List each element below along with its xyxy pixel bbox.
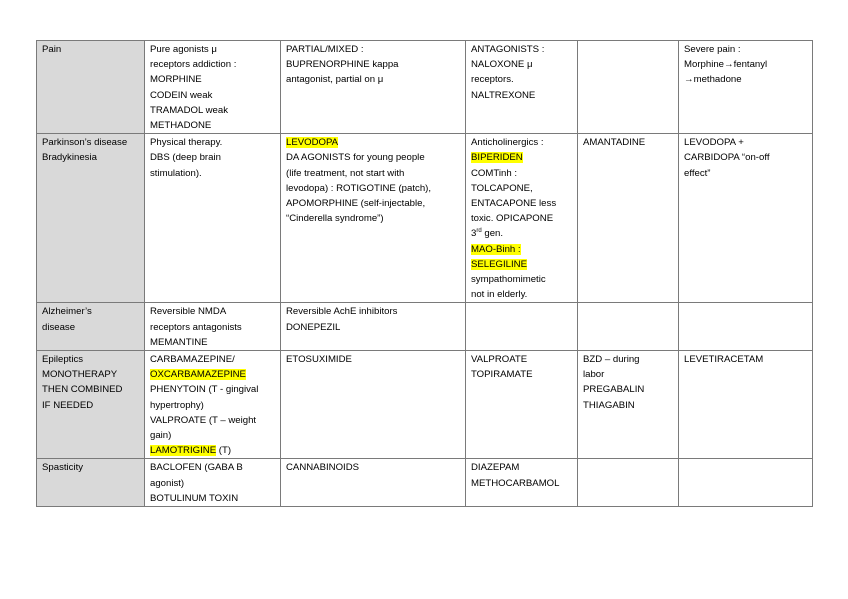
cell-line <box>150 150 276 165</box>
cell-line <box>286 57 461 72</box>
cell-text: agonist) <box>150 477 185 489</box>
cell-text: DONEPEZIL <box>286 321 341 333</box>
cell-line <box>471 287 573 302</box>
row-header-line: Bradykinesia <box>42 152 97 164</box>
cell-line <box>684 72 808 87</box>
row-header-line: THEN COMBINED <box>42 384 123 396</box>
cell-text: APOMORPHINE (self-injectable, <box>286 198 426 210</box>
table-row <box>37 41 813 134</box>
table-cell <box>281 41 466 134</box>
cell-text: CARBIDOPA “on-off <box>684 152 770 164</box>
cell-line <box>286 166 461 181</box>
cell-text: CARBAMAZEPINE/ <box>150 354 235 366</box>
table-cell <box>281 303 466 351</box>
table-cell <box>679 351 813 459</box>
cell-text: METHOCARBAMOL <box>471 477 560 489</box>
cell-text: ANTAGONISTS : <box>471 44 545 55</box>
cell-text: BACLOFEN (GABA B <box>150 462 243 474</box>
table-row <box>37 303 813 351</box>
cell-line <box>150 398 276 413</box>
cell-line <box>286 181 461 196</box>
cell-line <box>286 42 461 57</box>
cell-line <box>150 352 276 367</box>
cell-text: stimulation). <box>150 167 202 179</box>
cell-text: antagonist, partial on μ <box>286 74 384 86</box>
cell-line <box>150 428 276 443</box>
cell-line <box>286 320 461 335</box>
highlighted-text: MAO-Binh : <box>471 243 521 255</box>
table-cell <box>578 459 679 507</box>
cell-text: TRAMADOL weak <box>150 104 229 116</box>
cell-text: “Cinderella syndrome”) <box>286 213 384 225</box>
row-header-line: Epileptics <box>42 354 84 366</box>
cell-text: VALPROATE <box>471 354 528 366</box>
cell-text: ETOSUXIMIDE <box>286 354 352 366</box>
row-header-line: IF NEEDED <box>42 399 94 411</box>
cell-text: MEMANTINE <box>150 336 208 348</box>
table-cell <box>679 41 813 134</box>
cell-line <box>286 196 461 211</box>
cell-line <box>286 460 461 475</box>
cell-text: PREGABALIN <box>583 384 645 396</box>
cell-line <box>150 135 276 150</box>
row-header-line: MONOTHERAPY <box>42 369 118 381</box>
cell-text: (life treatment, not start with <box>286 167 405 179</box>
table-cell <box>466 134 578 303</box>
cell-text: DA AGONISTS for young people <box>286 152 425 164</box>
cell-line <box>471 42 573 57</box>
cell-text: →methadone <box>684 74 742 86</box>
cell-text: gen. <box>481 228 504 240</box>
cell-line <box>684 352 808 367</box>
table-cell <box>466 459 578 507</box>
cell-text: receptors addiction : <box>150 59 237 71</box>
cell-text: VALPROATE (T – weight <box>150 414 257 426</box>
cell-text: sympathomimetic <box>471 274 546 286</box>
highlighted-text: BIPERIDEN <box>471 152 523 164</box>
cell-text: CODEIN weak <box>150 89 213 101</box>
table-cell <box>281 351 466 459</box>
cell-line <box>150 304 276 319</box>
cell-text: CANNABINOIDS <box>286 462 360 474</box>
cell-text: LEVETIRACETAM <box>684 354 764 366</box>
cell-text: levodopa) : ROTIGOTINE (patch), <box>286 182 432 194</box>
cell-line <box>684 42 808 57</box>
table-cell <box>679 303 813 351</box>
table-cell <box>281 134 466 303</box>
cell-text: NALTREXONE <box>471 89 536 101</box>
cell-line <box>150 476 276 491</box>
cell-line <box>471 367 573 382</box>
cell-text: toxic. OPICAPONE <box>471 213 554 225</box>
cell-line <box>471 181 573 196</box>
cell-line <box>150 491 276 506</box>
table-cell <box>145 459 281 507</box>
cell-line <box>471 196 573 211</box>
cell-text: rd <box>476 228 482 235</box>
highlighted-text: LAMOTRIGINE <box>150 445 217 457</box>
row-header-cell <box>37 351 145 459</box>
table-row <box>37 351 813 459</box>
row-header-line: disease <box>42 321 76 333</box>
table-cell <box>145 134 281 303</box>
cell-line <box>471 211 573 226</box>
table-cell <box>679 134 813 303</box>
cell-line <box>471 352 573 367</box>
cell-line <box>150 103 276 118</box>
cell-line <box>471 57 573 72</box>
cell-text: labor <box>583 369 605 381</box>
cell-text: ENTACAPONE less <box>471 198 557 210</box>
cell-line <box>583 135 674 150</box>
cell-line <box>286 211 461 226</box>
cell-line <box>150 413 276 428</box>
table-cell <box>281 459 466 507</box>
cell-line <box>286 135 461 150</box>
row-header-line: Pain <box>42 44 62 55</box>
cell-text: TOLCAPONE, <box>471 182 533 194</box>
cell-text: 3 <box>471 228 477 240</box>
table-cell <box>466 41 578 134</box>
cell-line <box>471 88 573 103</box>
cell-line <box>286 72 461 87</box>
cell-line <box>150 42 276 57</box>
table-cell <box>578 41 679 134</box>
cell-text: COMTinh : <box>471 167 518 179</box>
cell-line <box>286 352 461 367</box>
drug-table <box>36 40 813 507</box>
cell-line <box>471 72 573 87</box>
cell-text: Severe pain : <box>684 44 741 55</box>
highlighted-text: LEVODOPA <box>286 137 339 149</box>
cell-line <box>583 398 674 413</box>
cell-text: NALOXONE μ <box>471 59 533 71</box>
table-cell <box>145 351 281 459</box>
row-header-cell <box>37 41 145 134</box>
cell-line <box>150 320 276 335</box>
cell-line <box>150 88 276 103</box>
cell-text: DIAZEPAM <box>471 462 520 474</box>
highlighted-text: SELEGILINE <box>471 258 527 270</box>
cell-text: Reversible NMDA <box>150 306 227 318</box>
cell-line <box>150 72 276 87</box>
table-row <box>37 134 813 303</box>
cell-text: BZD – during <box>583 354 640 366</box>
cell-line <box>150 335 276 350</box>
cell-text: not in elderly. <box>471 289 528 301</box>
cell-text: METHADONE <box>150 120 212 132</box>
cell-text: DBS (deep brain <box>150 152 221 164</box>
cell-text: PHENYTOIN (T - gingival <box>150 384 259 396</box>
cell-line <box>684 57 808 72</box>
cell-text: gain) <box>150 430 172 442</box>
highlighted-text: OXCARBAMAZEPINE <box>150 369 246 381</box>
cell-text: Reversible AchE inhibitors <box>286 306 398 318</box>
cell-line <box>150 166 276 181</box>
cell-text: receptors antagonists <box>150 321 242 333</box>
table-cell <box>578 134 679 303</box>
cell-text: BUPRENORPHINE kappa <box>286 59 399 71</box>
cell-line <box>150 367 276 382</box>
table-body <box>37 41 813 507</box>
cell-text: PARTIAL/MIXED : <box>286 44 364 55</box>
table-cell <box>145 41 281 134</box>
row-header-line: Spasticity <box>42 462 84 474</box>
cell-text: LEVODOPA + <box>684 137 744 149</box>
cell-text: (T) <box>216 445 232 457</box>
table-cell <box>466 303 578 351</box>
cell-line <box>471 166 573 181</box>
cell-line <box>471 272 573 287</box>
cell-text: Anticholinergics : <box>471 137 544 149</box>
table-cell <box>578 303 679 351</box>
cell-text: Physical therapy. <box>150 137 223 149</box>
cell-text: BOTULINUM TOXIN <box>150 492 239 504</box>
cell-line <box>150 443 276 458</box>
cell-line <box>684 135 808 150</box>
table-cell <box>145 303 281 351</box>
cell-line <box>150 382 276 397</box>
cell-line <box>150 460 276 475</box>
cell-text: MORPHINE <box>150 74 202 86</box>
table-cell <box>466 351 578 459</box>
cell-line <box>471 460 573 475</box>
cell-line <box>583 367 674 382</box>
row-header-line: Parkinson’s disease <box>42 137 128 149</box>
cell-line <box>583 352 674 367</box>
cell-text: hypertrophy) <box>150 399 204 411</box>
row-header-cell <box>37 134 145 303</box>
cell-line <box>684 166 808 181</box>
cell-line <box>471 242 573 257</box>
row-header-line: Alzheimer’s <box>42 306 92 318</box>
cell-line <box>150 57 276 72</box>
table-cell <box>578 351 679 459</box>
cell-text: THIAGABIN <box>583 399 635 411</box>
cell-line <box>471 135 573 150</box>
cell-text: Morphine→fentanyl <box>684 59 768 71</box>
row-header-cell <box>37 303 145 351</box>
cell-line <box>684 150 808 165</box>
cell-line <box>583 382 674 397</box>
cell-text: AMANTADINE <box>583 137 646 149</box>
table-row <box>37 459 813 507</box>
cell-text: effect” <box>684 167 711 179</box>
cell-line <box>471 257 573 272</box>
cell-line <box>471 150 573 165</box>
row-header-cell <box>37 459 145 507</box>
cell-line <box>471 476 573 491</box>
cell-line <box>286 304 461 319</box>
cell-text: receptors. <box>471 74 514 86</box>
cell-line <box>150 118 276 133</box>
table-cell <box>679 459 813 507</box>
cell-text: TOPIRAMATE <box>471 369 533 381</box>
cell-text: Pure agonists μ <box>150 44 217 55</box>
cell-line <box>471 226 573 241</box>
cell-line <box>286 150 461 165</box>
